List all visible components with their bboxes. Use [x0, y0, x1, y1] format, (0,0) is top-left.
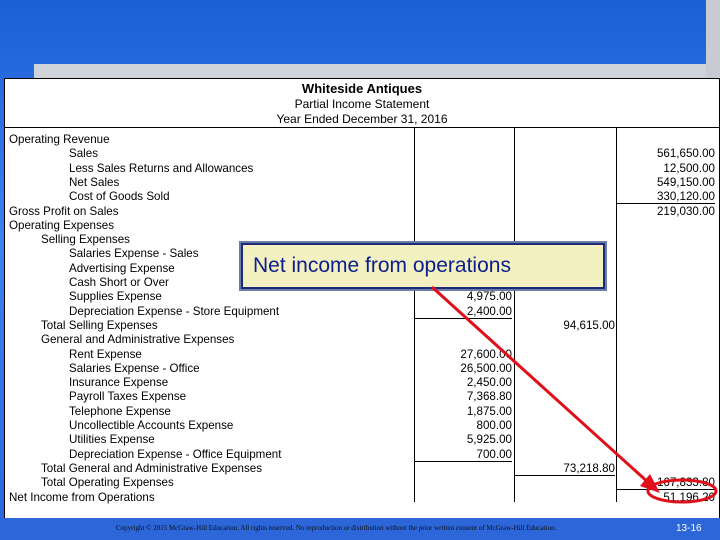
row-label: Operating Revenue	[9, 133, 110, 146]
row-label: Supplies Expense	[69, 290, 162, 304]
row-label: Depreciation Expense - Store Equipment	[69, 304, 280, 318]
row-label: Payroll Taxes Expense	[69, 390, 187, 404]
row-amount-c3: 561,650.00	[656, 147, 715, 161]
row-label: Net Income from Operations	[9, 490, 155, 504]
row-label: Advertising Expense	[69, 261, 175, 275]
page-number: 13-16	[676, 523, 702, 534]
row-label: Sales	[69, 147, 99, 161]
row-label: Cost of Goods Sold	[69, 190, 170, 204]
row-amount-c3: 12,500.00	[663, 161, 715, 175]
row-label: Salaries Expense - Office	[69, 361, 200, 375]
row-label: Total General and Administrative Expenses	[41, 461, 263, 475]
row-label: Rent Expense	[69, 347, 142, 361]
row-amount-c1: 2,400.00	[415, 305, 512, 319]
row-amount-c1: 2,450.00	[466, 376, 512, 390]
row-amount-c1: 4,975.00	[466, 290, 512, 304]
statement-title: Partial Income Statement	[294, 97, 430, 111]
row-amount-c1: 700.00	[415, 448, 512, 462]
row-label: General and Administrative Expenses	[41, 333, 235, 347]
row-amount-c3: 549,150.00	[656, 175, 715, 189]
row-label: Gross Profit on Sales	[9, 204, 119, 218]
row-amount-c2: 94,615.00	[563, 318, 615, 332]
callout-text: Net income from operations	[253, 254, 511, 277]
row-label: Selling Expenses	[41, 233, 130, 247]
row-amount-c1: 800.00	[476, 419, 512, 432]
row-amount-c1: 5,925.00	[466, 433, 512, 447]
row-label: Net Sales	[69, 175, 120, 189]
row-amount-c3: 330,120.00	[617, 190, 715, 204]
row-label: Insurance Expense	[69, 376, 169, 390]
row-amount-c1: 7,368.80	[466, 390, 512, 404]
row-amount-c1: 27,600.00	[460, 347, 512, 361]
row-label: Operating Expenses	[9, 218, 115, 232]
row-amount-c1: 1,875.00	[466, 404, 512, 418]
row-amount-c3: 219,030.00	[656, 204, 715, 218]
row-label: Depreciation Expense - Office Equipment	[69, 447, 282, 461]
row-amount-c3: 167,833.80	[617, 476, 715, 490]
row-amount-c3: 51,196.20	[663, 490, 715, 504]
row-label: Uncollectible Accounts Expense	[69, 419, 234, 432]
copyright-text: Copyright © 2015 McGraw-Hill Education. All rights reserved. No reproduction or distribution without the prior written consent of McGraw-Hill Education.	[116, 524, 557, 532]
row-label: Utilities Expense	[69, 433, 155, 447]
row-label: Salaries Expense - Sales	[69, 247, 199, 261]
row-label: Telephone Expense	[69, 404, 171, 418]
highlight-ellipse	[645, 477, 719, 505]
row-label: Cash Short or Over	[69, 276, 169, 289]
company-name: Whiteside Antiques	[301, 81, 423, 96]
statement-period: Year Ended December 31, 2016	[276, 112, 448, 126]
row-amount-c1: 26,500.00	[460, 361, 512, 375]
row-label: Less Sales Returns and Allowances	[69, 161, 254, 175]
row-amount-c2: 73,218.80	[515, 462, 615, 476]
row-label: Total Operating Expenses	[41, 476, 174, 490]
row-label: Total Selling Expenses	[41, 318, 158, 332]
